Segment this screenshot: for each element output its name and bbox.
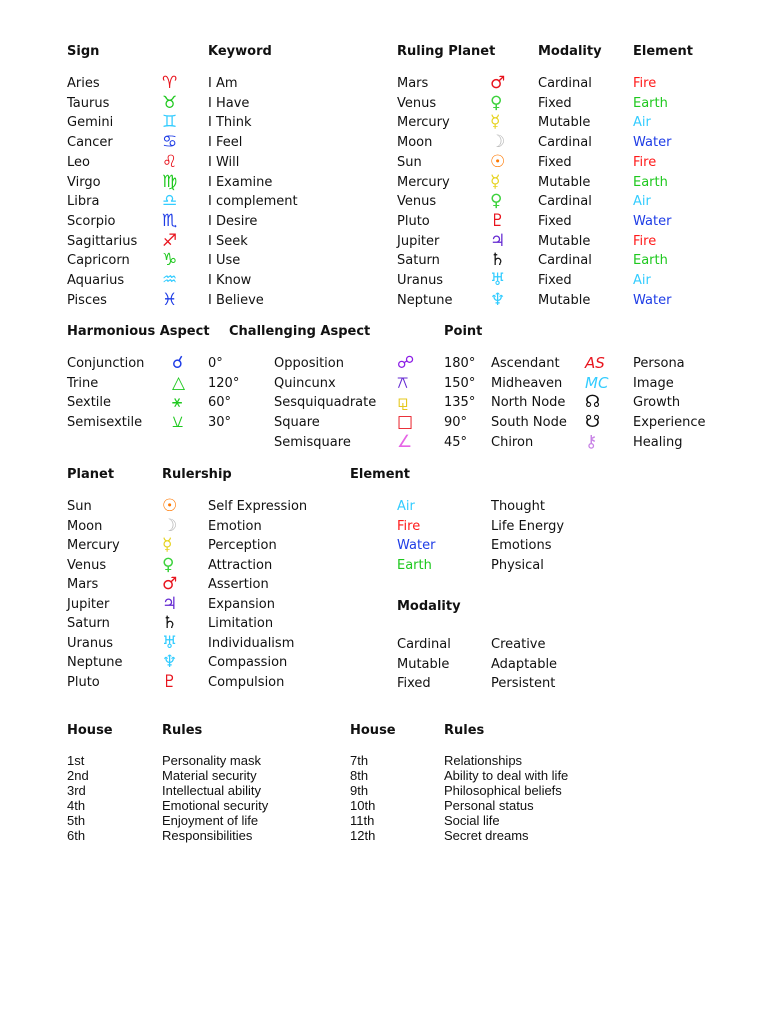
sign-modality: Mutable	[538, 115, 591, 131]
aspect-glyph-icon: ⚻	[397, 372, 409, 393]
sign-glyph-icon: ♓	[162, 289, 178, 310]
sign-keyword: I Feel	[208, 135, 243, 151]
planet-glyph-icon: ♀	[162, 554, 175, 575]
sign-glyph-icon: ♐	[162, 230, 178, 251]
sign-modality: Cardinal	[538, 194, 592, 210]
sign-element: Water	[633, 135, 672, 151]
sign-glyph-icon: ♉	[162, 92, 178, 113]
ruling-planet-name: Venus	[397, 95, 437, 111]
sign-element: Earth	[633, 253, 668, 269]
sign-keyword: I complement	[208, 194, 298, 210]
harmonious-aspect-degrees: 30°	[208, 415, 232, 431]
house-number: 1st	[67, 753, 85, 768]
house-rule: Social life	[444, 813, 500, 828]
sign-element: Fire	[633, 233, 657, 249]
point-glyph-icon: ☋	[585, 412, 601, 433]
planet-glyph-icon: ♃	[162, 593, 178, 614]
sign-element: Air	[633, 115, 651, 131]
planet-name: Mercury	[67, 538, 120, 553]
header-ruling-planet: Ruling Planet	[397, 44, 496, 59]
planet-rulership: Individualism	[208, 635, 295, 651]
planet-glyph-icon: ♇	[162, 671, 178, 692]
aspect-glyph-icon: ⚼	[397, 392, 409, 413]
sign-name: Taurus	[67, 95, 110, 111]
house-number: 8th	[350, 768, 369, 783]
planet-glyph-icon: ♅	[490, 270, 506, 290]
ruling-planet-name: Mercury	[397, 115, 450, 131]
planet-name: Mars	[67, 577, 99, 592]
planet-name: Venus	[67, 557, 107, 573]
harmonious-aspect-name: Trine	[67, 375, 99, 391]
challenging-aspect-degrees: 180°	[444, 356, 476, 371]
planet-name: Saturn	[67, 616, 110, 631]
aspect-glyph-icon: □	[397, 412, 414, 433]
point-name: South Node	[491, 415, 567, 431]
planet-rulership: Emotion	[208, 518, 262, 534]
house-rule: Secret dreams	[444, 828, 529, 843]
house-number: 3rd	[67, 783, 86, 798]
challenging-aspect-degrees: 150°	[444, 375, 476, 391]
element-meaning: Physical	[491, 557, 544, 573]
sign-keyword: I Seek	[208, 233, 248, 249]
planet-rulership: Assertion	[208, 577, 269, 592]
sign-element: Earth	[633, 95, 668, 111]
sign-element: Fire	[633, 76, 657, 91]
header-modality-2: Modality	[397, 599, 461, 614]
planet-name: Neptune	[67, 655, 123, 670]
planet-glyph-icon: ☿	[490, 112, 501, 133]
header-rules-left: Rules	[162, 723, 203, 738]
ruling-planet-name: Mars	[397, 76, 429, 91]
element-name: Earth	[397, 557, 432, 573]
house-rule: Intellectual ability	[162, 783, 261, 798]
planet-glyph-icon: ☽	[162, 515, 178, 536]
ruling-planet-name: Venus	[397, 194, 437, 210]
header-house-right: House	[350, 723, 396, 738]
planet-glyph-icon: ☽	[490, 132, 506, 153]
header-point: Point	[444, 324, 483, 339]
modality-meaning: Creative	[491, 637, 546, 652]
house-number: 12th	[350, 828, 376, 843]
sign-keyword: I Use	[208, 253, 241, 269]
challenging-aspect-name: Square	[274, 415, 320, 431]
planet-glyph-icon: ♇	[490, 210, 506, 231]
sign-glyph-icon: ♏	[162, 210, 178, 231]
house-number: 5th	[67, 813, 86, 828]
element-name: Air	[397, 499, 415, 514]
header-planet: Planet	[67, 467, 115, 482]
element-meaning: Thought	[491, 499, 545, 514]
sign-modality: Cardinal	[538, 253, 592, 269]
sign-modality: Mutable	[538, 174, 591, 190]
header-rulership: Rulership	[162, 467, 232, 482]
sign-element: Air	[633, 273, 651, 288]
sign-name: Sagittarius	[67, 233, 138, 249]
planet-glyph-icon: ♆	[162, 652, 178, 672]
house-number: 9th	[350, 783, 369, 798]
point-glyph-icon: ⚷	[585, 431, 598, 452]
planet-glyph-icon: ☿	[162, 535, 173, 555]
sign-keyword: I Examine	[208, 174, 273, 190]
modality-meaning: Adaptable	[491, 656, 558, 672]
planet-glyph-icon: ♅	[162, 632, 178, 653]
sign-glyph-icon: ♌	[162, 151, 178, 172]
planet-glyph-icon: ♄	[162, 613, 178, 633]
element-meaning: Life Energy	[491, 518, 565, 534]
sign-modality: Cardinal	[538, 76, 592, 91]
sign-keyword: I Believe	[208, 292, 264, 308]
house-number: 7th	[350, 753, 369, 768]
sign-modality: Cardinal	[538, 135, 592, 151]
ruling-planet-name: Neptune	[397, 292, 453, 308]
sign-glyph-icon: ♊	[162, 112, 178, 133]
point-glyph-icon: ☊	[585, 392, 601, 413]
harmonious-aspect-name: Conjunction	[67, 356, 145, 371]
point-name: Ascendant	[491, 356, 560, 371]
point-meaning: Image	[633, 375, 674, 391]
house-rule: Philosophical beliefs	[444, 783, 562, 798]
challenging-aspect-name: Opposition	[274, 356, 344, 371]
house-rule: Responsibilities	[162, 828, 253, 843]
element-name: Water	[397, 538, 436, 553]
sign-modality: Mutable	[538, 292, 591, 308]
header-harmonious-aspect: Harmonious Aspect	[67, 324, 210, 339]
modality-name: Mutable	[397, 656, 450, 672]
harmonious-aspect-degrees: 60°	[208, 395, 232, 411]
planet-rulership: Attraction	[208, 557, 273, 573]
house-rule: Personality mask	[162, 753, 261, 768]
aspect-glyph-icon: ∠	[397, 431, 413, 452]
challenging-aspect-degrees: 90°	[444, 415, 468, 431]
harmonious-aspect-name: Semisextile	[67, 415, 143, 431]
ruling-planet-name: Mercury	[397, 174, 450, 190]
house-rule: Emotional security	[162, 798, 269, 813]
ruling-planet-name: Uranus	[397, 273, 444, 288]
sign-modality: Fixed	[538, 95, 572, 111]
planet-glyph-icon: ♀	[490, 191, 503, 212]
header-element-2: Element	[350, 467, 410, 482]
ruling-planet-name: Sun	[397, 154, 422, 170]
header-keyword: Keyword	[208, 44, 272, 59]
aspect-glyph-icon: ☍	[397, 353, 415, 373]
sign-glyph-icon: ♒	[162, 270, 178, 290]
aspect-glyph-icon: ⚹	[172, 392, 183, 413]
sign-element: Air	[633, 194, 651, 210]
planet-glyph-icon: ☉	[490, 151, 506, 172]
planet-glyph-icon: ♂	[162, 574, 178, 594]
point-meaning: Growth	[633, 395, 681, 411]
modality-name: Cardinal	[397, 637, 451, 652]
sign-element: Earth	[633, 174, 668, 190]
challenging-aspect-degrees: 45°	[444, 434, 468, 450]
ruling-planet-name: Pluto	[397, 213, 430, 229]
modality-name: Fixed	[397, 676, 431, 691]
point-glyph-icon: MC	[585, 373, 609, 392]
house-rule: Ability to deal with life	[444, 768, 569, 783]
point-glyph-icon: AS	[585, 354, 605, 372]
challenging-aspect-name: Quincunx	[274, 375, 336, 391]
house-number: 11th	[350, 813, 375, 828]
sign-keyword: I Will	[208, 154, 240, 170]
sign-keyword: I Am	[208, 76, 238, 91]
sign-glyph-icon: ♈	[162, 73, 178, 93]
house-number: 6th	[67, 828, 86, 843]
planet-rulership: Self Expression	[208, 499, 308, 514]
planet-rulership: Compulsion	[208, 674, 285, 690]
sign-name: Pisces	[67, 292, 107, 308]
planet-glyph-icon: ♀	[490, 92, 503, 113]
aspect-glyph-icon: △	[172, 372, 186, 393]
harmonious-aspect-degrees: 0°	[208, 356, 223, 371]
sign-name: Libra	[67, 194, 100, 210]
planet-name: Sun	[67, 499, 92, 514]
header-modality: Modality	[538, 44, 602, 59]
header-sign: Sign	[67, 44, 100, 59]
planet-name: Jupiter	[67, 596, 110, 612]
sign-modality: Fixed	[538, 154, 572, 170]
ruling-planet-name: Moon	[397, 135, 433, 151]
planet-glyph-icon: ♆	[490, 289, 506, 310]
sign-glyph-icon: ♑	[162, 250, 178, 271]
sign-modality: Fixed	[538, 273, 572, 288]
header-element: Element	[633, 44, 693, 59]
house-number: 4th	[67, 798, 86, 813]
sign-name: Capricorn	[67, 253, 130, 269]
point-meaning: Healing	[633, 434, 683, 450]
header-challenging-aspect: Challenging Aspect	[229, 324, 371, 339]
planet-rulership: Compassion	[208, 655, 288, 670]
element-name: Fire	[397, 518, 421, 534]
point-name: North Node	[491, 395, 566, 411]
modality-meaning: Persistent	[491, 676, 556, 691]
header-rules-right: Rules	[444, 723, 485, 738]
ruling-planet-name: Saturn	[397, 253, 440, 269]
sign-keyword: I Desire	[208, 213, 258, 229]
point-meaning: Experience	[633, 415, 706, 431]
sign-name: Gemini	[67, 115, 114, 131]
planet-glyph-icon: ♂	[490, 73, 506, 93]
sign-keyword: I Know	[208, 273, 252, 288]
ruling-planet-name: Jupiter	[397, 233, 440, 249]
harmonious-aspect-degrees: 120°	[208, 375, 240, 391]
sign-glyph-icon: ♎	[162, 191, 178, 212]
sign-name: Aries	[67, 76, 100, 91]
planet-rulership: Limitation	[208, 616, 274, 631]
sign-keyword: I Think	[208, 115, 252, 131]
planet-glyph-icon: ♃	[490, 230, 506, 251]
planet-name: Moon	[67, 518, 103, 534]
element-meaning: Emotions	[491, 538, 552, 553]
sign-element: Fire	[633, 154, 657, 170]
point-meaning: Persona	[633, 356, 685, 371]
planet-glyph-icon: ☿	[490, 171, 501, 192]
house-number: 2nd	[67, 768, 89, 783]
sign-name: Cancer	[67, 135, 113, 151]
aspect-glyph-icon: ⚺	[172, 412, 184, 433]
sign-glyph-icon: ♍	[162, 171, 178, 192]
sign-modality: Mutable	[538, 233, 591, 249]
header-house-left: House	[67, 723, 113, 738]
sign-name: Scorpio	[67, 213, 116, 229]
sign-keyword: I Have	[208, 95, 250, 111]
sign-name: Aquarius	[67, 273, 125, 288]
sign-name: Virgo	[67, 174, 101, 190]
house-number: 10th	[350, 798, 376, 813]
house-rule: Personal status	[444, 798, 534, 813]
planet-name: Pluto	[67, 674, 100, 690]
house-rule: Enjoyment of life	[162, 813, 259, 828]
harmonious-aspect-name: Sextile	[67, 395, 112, 411]
house-rule: Relationships	[444, 753, 523, 768]
sign-modality: Fixed	[538, 213, 572, 229]
planet-name: Uranus	[67, 635, 114, 651]
planet-glyph-icon: ☉	[162, 496, 178, 516]
point-name: Midheaven	[491, 375, 563, 391]
challenging-aspect-name: Sesquiquadrate	[274, 395, 377, 411]
sign-glyph-icon: ♋	[162, 132, 178, 153]
sign-element: Water	[633, 292, 672, 308]
aspect-glyph-icon: ☌	[172, 353, 184, 373]
planet-rulership: Perception	[208, 538, 277, 553]
challenging-aspect-name: Semisquare	[274, 434, 351, 450]
sign-name: Leo	[67, 154, 90, 170]
challenging-aspect-degrees: 135°	[444, 395, 476, 411]
point-name: Chiron	[491, 434, 534, 450]
planet-glyph-icon: ♄	[490, 250, 506, 271]
sign-element: Water	[633, 213, 672, 229]
house-rule: Material security	[162, 768, 257, 783]
planet-rulership: Expansion	[208, 596, 275, 612]
